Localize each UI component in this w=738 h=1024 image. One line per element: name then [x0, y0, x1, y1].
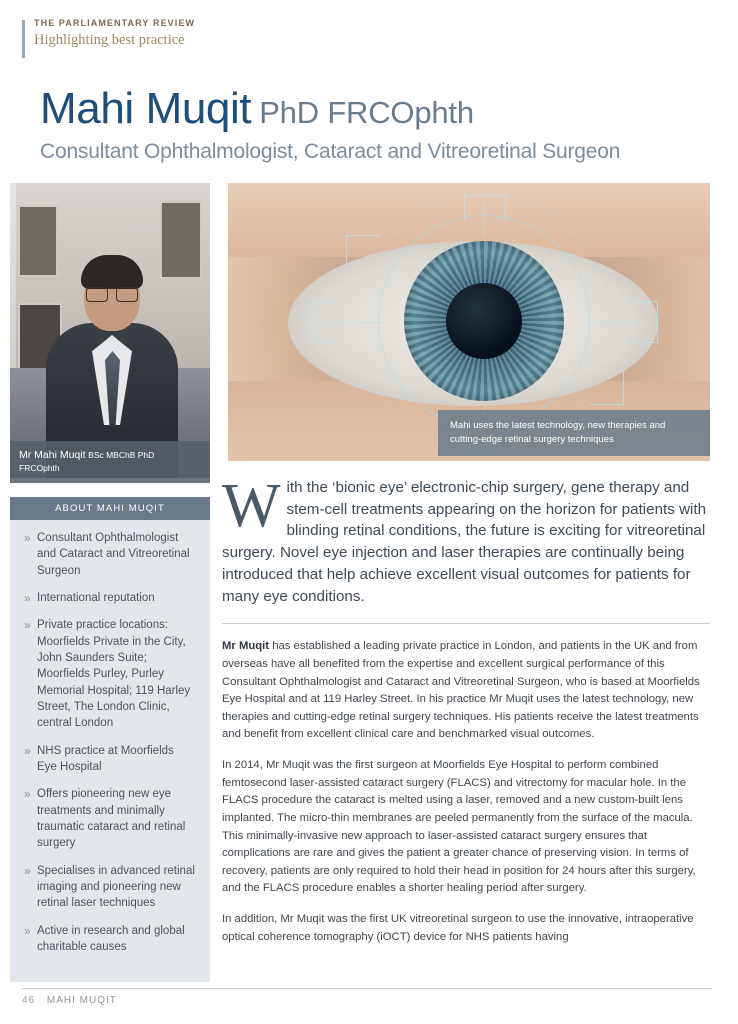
- article-body: [222, 472, 710, 959]
- page-header: [22, 18, 322, 49]
- footer-text: [22, 995, 712, 1006]
- footer-divider: [22, 988, 712, 989]
- glasses-icon: [86, 287, 138, 300]
- header-text-block: [22, 18, 322, 49]
- hair-shape: [81, 255, 143, 289]
- page-title: [40, 84, 710, 164]
- intro-text: ith the ‘bionic eye’ electronic-chip surgery, gene therapy and stem-cell treatments appearing on the horizon for patients with blinding retinal conditions, the future is exciting for vitreoretinal surgery. Novel eye injection and laser therapies are continually being introduced that help achieve excellent visual outcomes for patients for many eye conditions.: [222, 479, 707, 605]
- running-head: MAHI MUQIT: [46, 995, 117, 1006]
- body-paragraph-2: In 2014, Mr Muqit was the first surgeon at Moorfields Eye Hospital to perform combined femtosecond laser-assisted cataract surgery (FLACS) and vitrectomy for macular hole. In the FLACS procedure the cataract is melted using a laser, removed and a new custom-built lens implanted. The micro-thin membranes are peeled permanently from the surface of the macula. This minimally-invasive new approach to laser-assisted cataract surgery ensures that complications are rare and gives the patient a greater chance of preserving vision. In terms of recovery, patients are only required to hold their head in position for 24 hours after this surgery, and the FLACS procedure enables a shorter healing period after surgery.: [222, 759, 696, 895]
- sidebar-heading: ABOUT MAHI MUQIT: [10, 497, 210, 520]
- section-divider: [222, 623, 710, 624]
- publication-tagline: Highlighting best practice: [34, 32, 185, 48]
- sidebar-item-0: » Consultant Ophthalmologist and Cataract and Vitreoretinal Surgeon: [24, 530, 196, 579]
- drop-cap: W: [222, 472, 281, 540]
- hud-bracket-icon: [632, 301, 658, 343]
- sidebar-item-3: » NHS practice at Moorfields Eye Hospital: [24, 743, 196, 776]
- window-shape: [18, 205, 58, 277]
- doctor-name: Mahi Muqit: [40, 84, 252, 133]
- hud-bracket-icon: [464, 195, 506, 221]
- doctor-role: Consultant Ophthalmologist, Cataract and Vitreoretinal Surgeon: [40, 140, 621, 163]
- about-sidebar: [10, 497, 210, 982]
- doctor-qualifications: PhD FRCOphth: [259, 95, 474, 130]
- sidebar-item-5: » Specialises in advanced retinal imaging and pioneering new retinal laser techniques: [24, 863, 196, 912]
- body-paragraph-1: [222, 638, 710, 744]
- portrait-photo: [10, 183, 210, 478]
- sidebar-item-1: » International reputation: [24, 590, 196, 606]
- header-accent-rule: [22, 20, 25, 58]
- window-shape: [160, 201, 202, 279]
- hud-bracket-icon: [590, 371, 624, 405]
- sidebar-list: [10, 520, 210, 955]
- paragraph-lead-1: Mr Muqit: [222, 640, 270, 653]
- sidebar-item-6: » Active in research and global charitable causes: [24, 923, 196, 956]
- body-paragraph-3: In addition, Mr Muqit was the first UK vitreoretinal surgeon to use the innovative, intraoperative optical coherence tomography (iOCT) device for NHS patients having: [222, 912, 694, 943]
- portrait-caption-name: Mr Mahi Muqit: [19, 449, 86, 461]
- page-footer: [22, 988, 712, 1006]
- sidebar-item-2: » Private practice locations: Moorfields Private in the City, John Saunders Suite; Moorfields Purley, Purley Memorial Hospital; 119 Harley Street, The London Clinic, central London: [24, 617, 196, 731]
- page-number: 46: [22, 995, 36, 1006]
- hud-bracket-icon: [312, 301, 338, 343]
- portrait-caption-quals: BSc MBChB PhD: [88, 450, 155, 460]
- intro-paragraph: [222, 472, 710, 607]
- publication-title: THE PARLIAMENTARY REVIEW: [34, 18, 196, 28]
- sidebar-item-4: » Offers pioneering new eye treatments and minimally traumatic cataract and retinal surgery: [24, 786, 196, 851]
- eye-image-caption: Mahi uses the latest technology, new therapies and cutting-edge retinal surgery techniques: [438, 410, 710, 456]
- portrait-caption-line2: FRCOphth: [19, 462, 60, 473]
- portrait-caption: [10, 441, 210, 483]
- paragraph-text-1: has established a leading private practice in London, and patients in the UK and from overseas have all benefited from the expertise and excellent surgical performance of this Consultant Ophthalmologist and Cataract and Vitreoretinal Surgeon, who is based at Moorfields Eye Hospital and at 119 Harley Street. In his practice Mr Muqit uses the latest technology, new therapies and cutting-edge retinal surgery techniques. His patients receive the latest treatments and benefit from excellent clinical care and benchmarked visual outcomes.: [222, 640, 700, 741]
- hud-bracket-icon: [346, 235, 380, 269]
